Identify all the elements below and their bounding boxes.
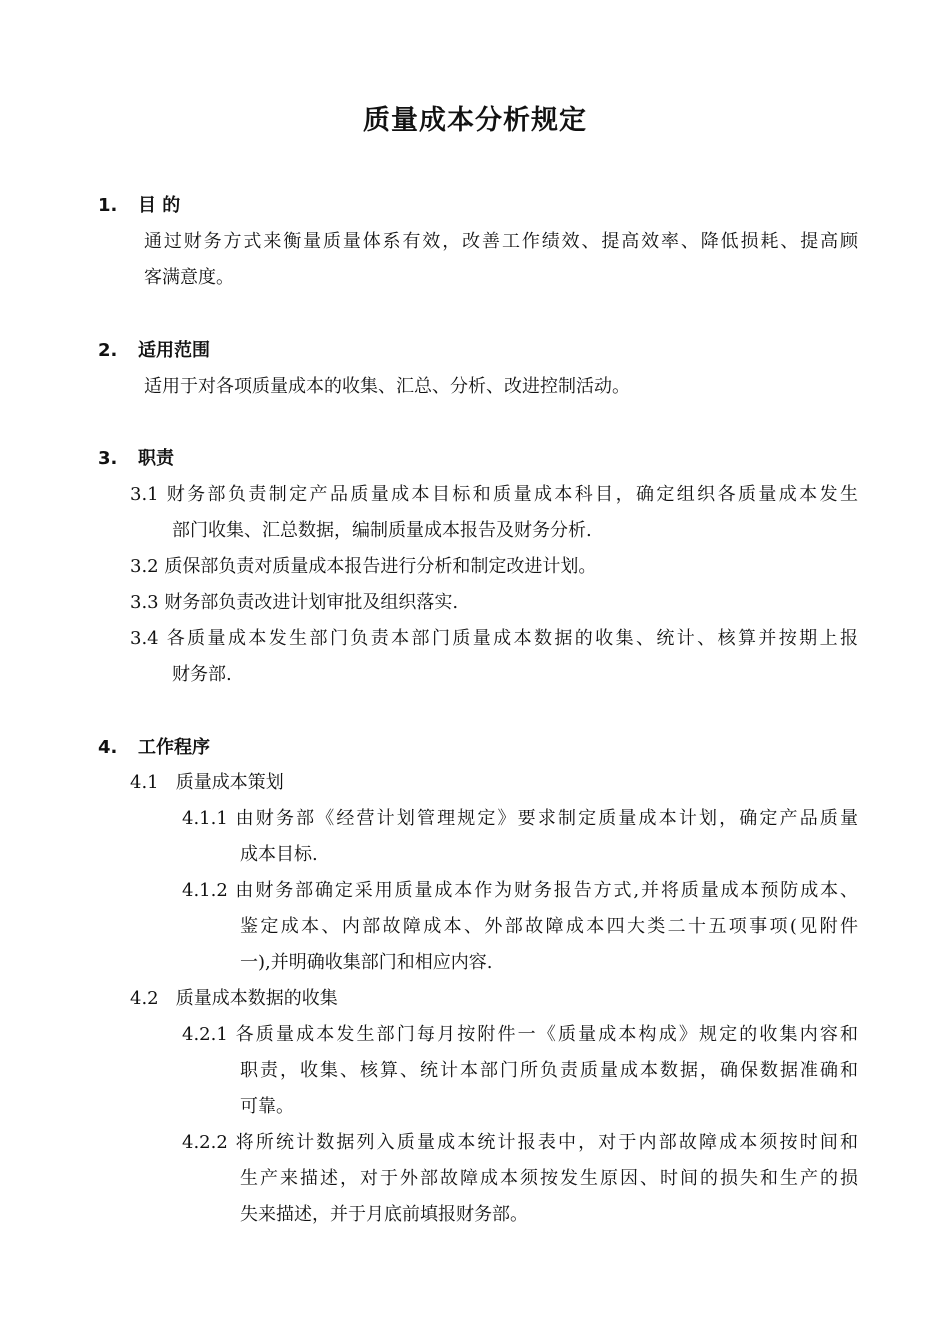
item-3-2: 3.2 质保部负责对质量成本报告进行分析和制定改进计划。 [130, 556, 597, 577]
item-4-1: 4.1 质量成本策划 [130, 772, 284, 793]
item-4-2-1-line-3: 可靠。 [240, 1096, 294, 1117]
item-4-2: 4.2 质量成本数据的收集 [130, 988, 338, 1009]
item-4-2-2-line-3: 失来描述，并于月底前填报财务部。 [240, 1204, 528, 1225]
section-1-title: 目 的 [138, 195, 181, 216]
section-4-title: 工作程序 [138, 737, 210, 758]
item-3-4-line-1: 3.4 各质量成本发生部门负责本部门质量成本数据的收集、统计、核算并按期上报 [130, 628, 858, 649]
section-2-number: 2. [98, 340, 118, 361]
section-2-heading [98, 339, 210, 363]
item-4-2-2-line-1: 4.2.2 将所统计数据列入质量成本统计报表中，对于内部故障成本须按时间和 [182, 1132, 858, 1153]
item-3-4-line-2: 财务部. [172, 664, 232, 685]
document-title: 质量成本分析规定 [363, 105, 587, 136]
item-3-3: 3.3 财务部负责改进计划审批及组织落实. [130, 592, 459, 613]
section-3-heading [98, 447, 174, 471]
item-4-1-1-line-1: 4.1.1 由财务部《经营计划管理规定》要求制定质量成本计划，确定产品质量 [182, 808, 858, 829]
item-4-2-1-line-2: 职责，收集、核算、统计本部门所负责质量成本数据，确保数据准确和 [240, 1060, 858, 1081]
item-4-1-2-line-3: 一),并明确收集部门和相应内容. [240, 952, 493, 973]
section-1-text-line-2: 客满意度。 [144, 267, 234, 288]
item-3-1-line-2: 部门收集、汇总数据，编制质量成本报告及财务分析. [172, 520, 592, 541]
item-3-1-line-1: 3.1 财务部负责制定产品质量成本目标和质量成本科目，确定组织各质量成本发生 [130, 484, 858, 505]
item-4-1-2-line-2: 鉴定成本、内部故障成本、外部故障成本四大类二十五项事项(见附件 [240, 916, 858, 937]
section-3-title: 职责 [138, 448, 174, 469]
item-4-2-1-line-1: 4.2.1 各质量成本发生部门每月按附件一《质量成本构成》规定的收集内容和 [182, 1024, 858, 1045]
section-1-heading [98, 194, 180, 218]
section-4-number: 4. [98, 737, 118, 758]
section-1-number: 1. [98, 195, 118, 216]
section-3-number: 3. [98, 448, 118, 469]
item-4-1-2-line-1: 4.1.2 由财务部确定采用质量成本作为财务报告方式,并将质量成本预防成本、 [182, 880, 858, 901]
section-4-heading [98, 736, 210, 760]
section-1-text-line-1: 通过财务方式来衡量质量体系有效，改善工作绩效、提高效率、降低损耗、提高顾 [144, 231, 858, 252]
item-4-1-1-line-2: 成本目标. [240, 844, 318, 865]
section-2-title: 适用范围 [138, 340, 210, 361]
section-2-text: 适用于对各项质量成本的收集、汇总、分析、改进控制活动。 [144, 376, 630, 397]
item-4-2-2-line-2: 生产来描述，对于外部故障成本须按发生原因、时间的损失和生产的损 [240, 1168, 858, 1189]
